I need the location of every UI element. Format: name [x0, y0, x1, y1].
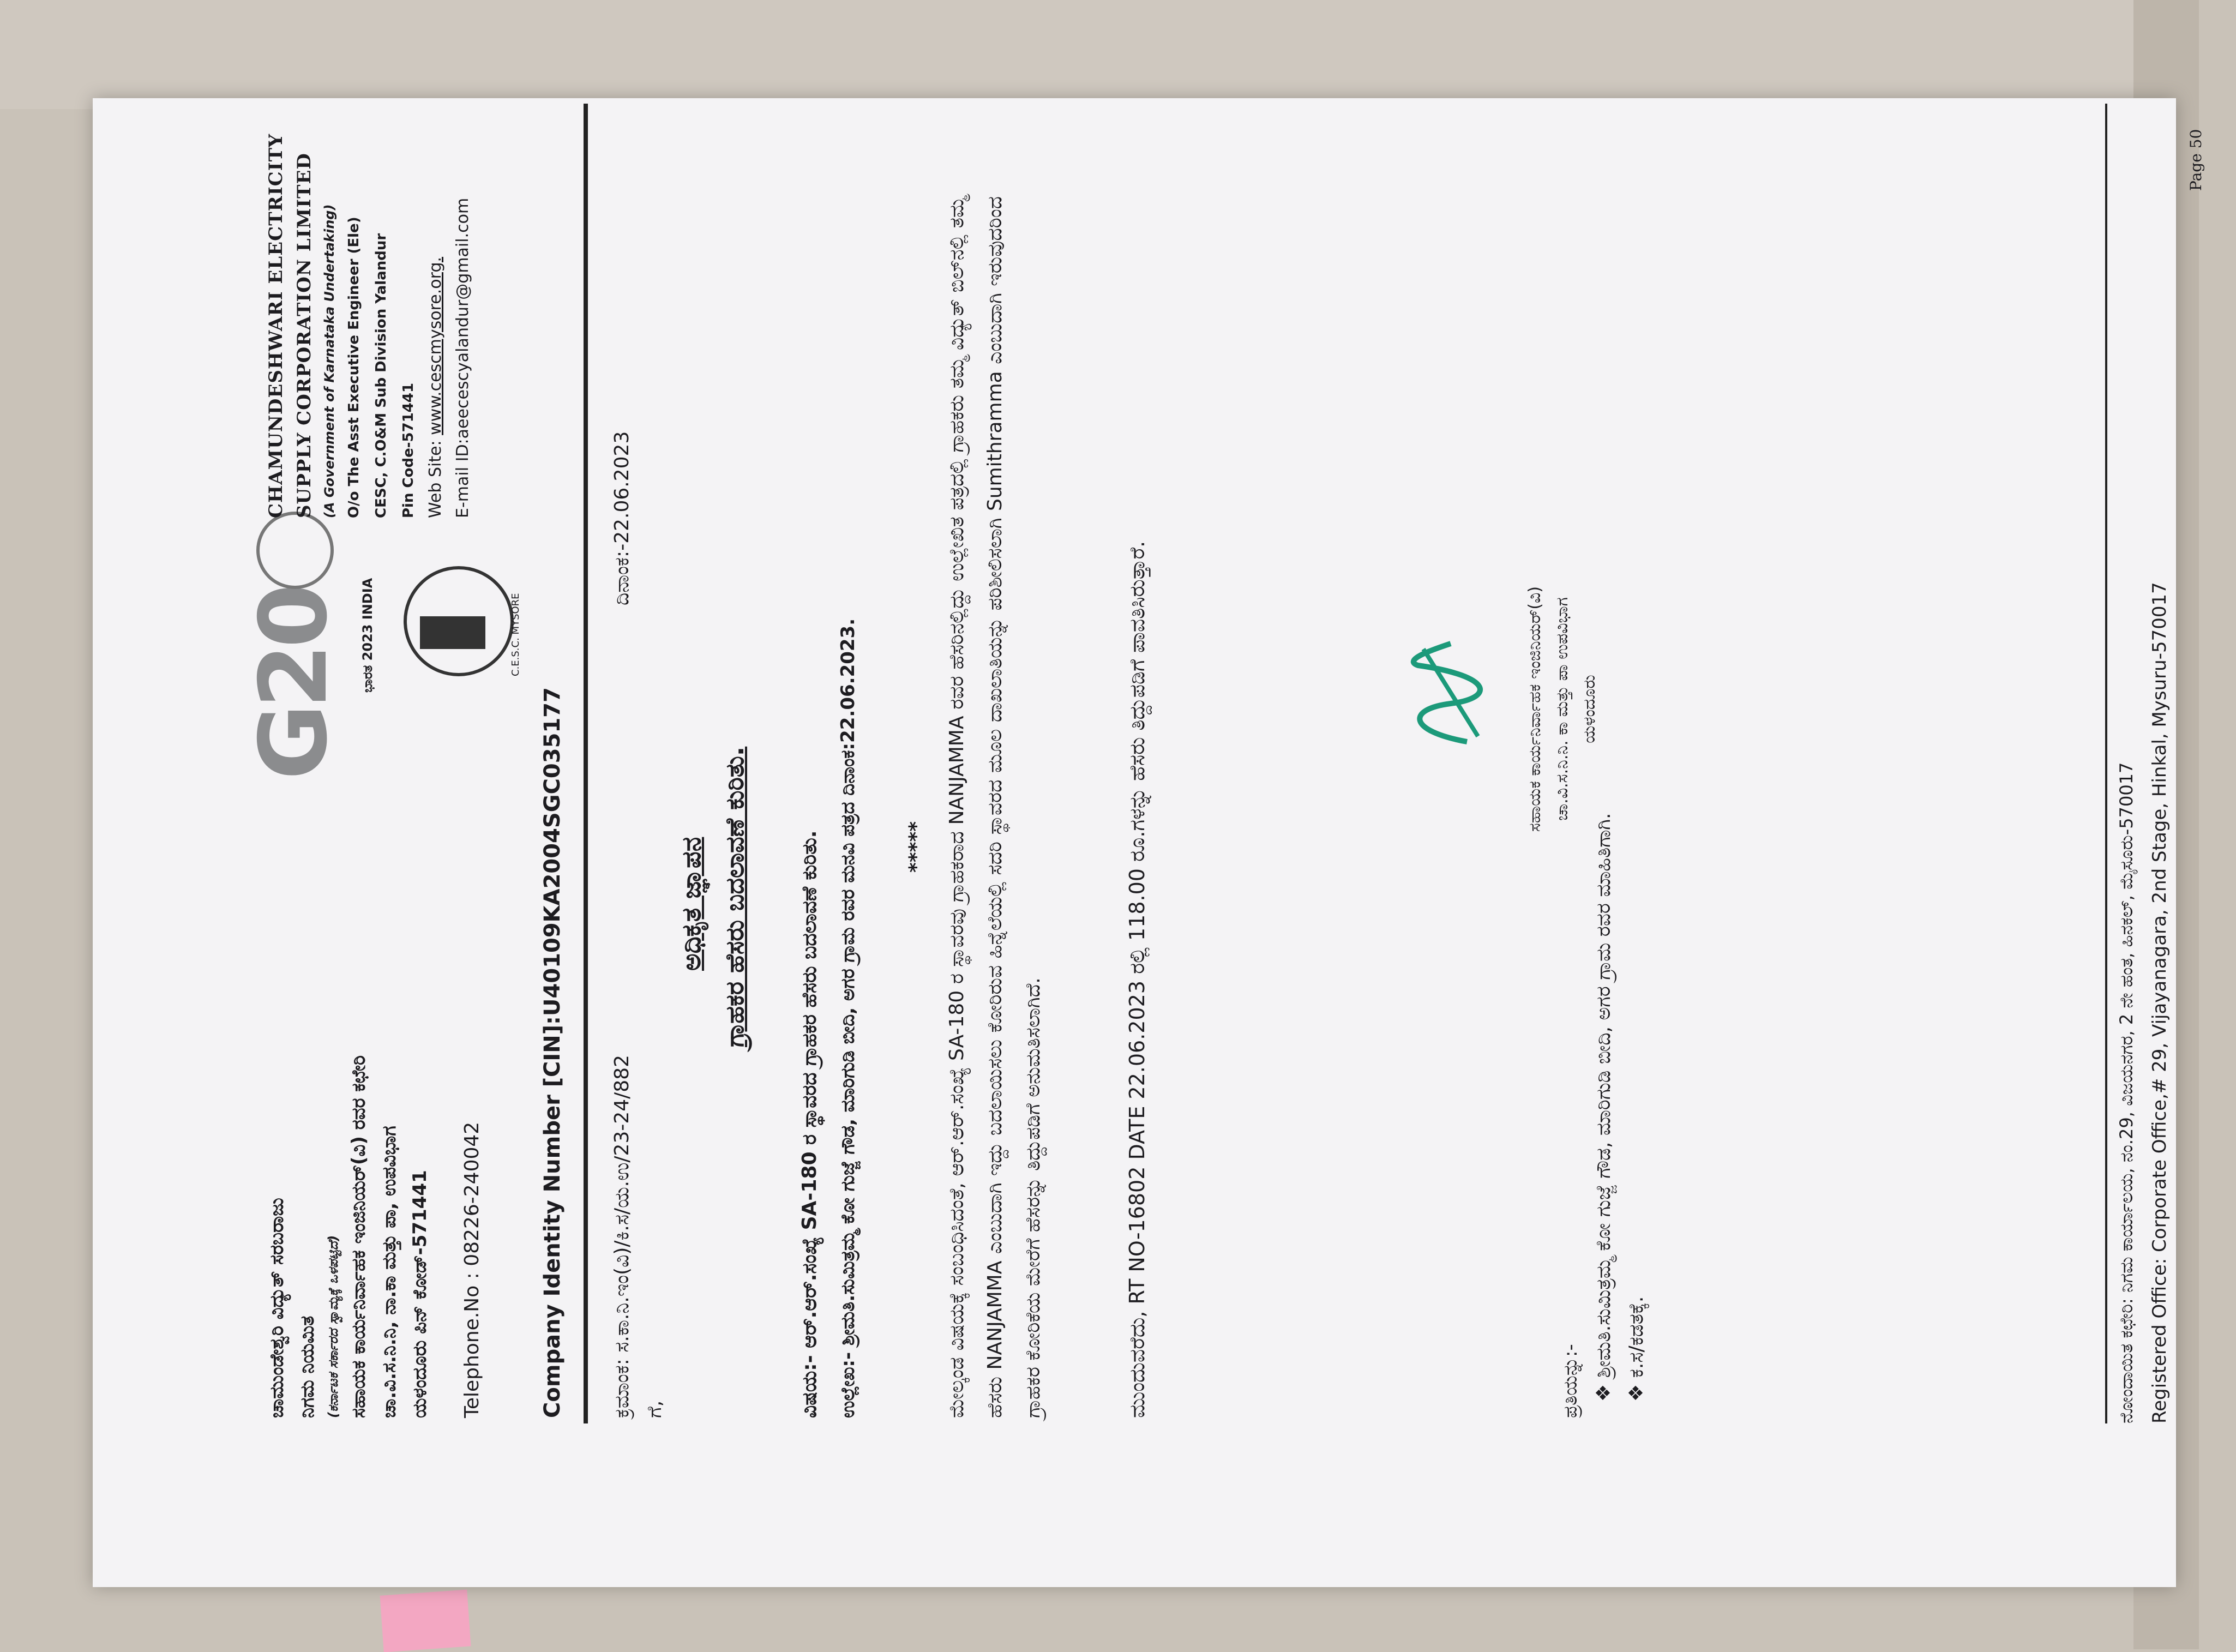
g20-globe-icon: [256, 512, 334, 589]
header-left-block: [262, 791, 488, 1418]
footer-kannada-address: ನೋಂದಾಯಿತ ಕಛೇರಿ: ನಿಗಮ ಕಾರ್ಯಾಲಯ, ನಂ.29, ವಿಜಯನಗರ, 2 ನೇ ಹಂತ, ಹಿನಕಲ್, ಮೈಸೂರು-570017: [2116, 762, 2137, 1423]
footer-divider: [2105, 104, 2107, 1423]
website-link[interactable]: www.cescmysore.org.: [426, 256, 445, 435]
website-label: Web Site:: [426, 440, 445, 518]
signatory-title: ಸಹಾಯಕ ಕಾರ್ಯನಿರ್ವಾಹಕ ಇಂಜಿನಿಯರ್(ವಿ): [1525, 586, 1544, 832]
g20-caption: ಭಾರತ 2023 INDIA: [360, 578, 375, 693]
office-name: O/o The Asst Executive Engineer (Ele): [346, 217, 362, 518]
header-kannada-line1: ಚಾಮುಂಡೇಶ್ವರಿ ವಿದ್ಯುತ್ ಸರಬರಾಜು: [266, 1198, 288, 1418]
header-kannada-line3: (ಕರ್ನಾಟಕ ಸರ್ಕಾರದ ಸ್ವಾಮ್ಯಕ್ಕೆ ಒಳಪಟ್ಟಿದೆ): [326, 1235, 341, 1418]
company-identity-number: Company Identity Number [CIN]:U40109KA2004SGC035177: [540, 687, 565, 1418]
copy-to-item-text: ಕ.ಸ/ಕಡತಕ್ಕೆ.: [1625, 1296, 1648, 1378]
page-number: Page 50: [2187, 129, 2205, 191]
seal-caption: C.E.S.C. MYSORE: [510, 593, 521, 676]
letter-date: ದಿನಾಂಕ:-22.06.2023: [611, 431, 633, 605]
separator-stars: *****: [905, 821, 928, 873]
body-paragraph-payment: ಮುಂದುವರೆದು, RT NO-16802 DATE 22.06.2023 ರಲ್ಲಿ 118.00 ರೂ.ಗಳನ್ನು ಹೆಸರು ತಿದ್ದುಪಡಿಗೆ ಪಾವತಿಸಿರುತ್ತಾರೆ.: [1125, 540, 1149, 1418]
website-line: [422, 125, 449, 518]
paper-sheet: [93, 98, 2205, 1587]
diamond-bullet-icon: ❖: [1625, 1378, 1648, 1402]
company-gov-note: (A Government of Karnataka Undertaking): [322, 204, 337, 518]
signatory-division: ಚಾ.ವಿ.ಸ.ನಿ.ನಿ. ಕಾ ಮತ್ತು ಪಾ ಉಪವಿಭಾಗ: [1553, 597, 1572, 821]
signatory-block: [1522, 382, 1603, 1036]
cesc-seal-emblem: [420, 616, 485, 649]
reference-number: ಕ್ರಮಾಂಕ: ಸ.ಕಾ.ನಿ.ಇಂ(ವಿ)/ಕಿ.ಸ/ಯ.ಉ/23-24/882: [611, 1055, 633, 1418]
copy-to-item: [1592, 813, 1615, 1402]
sticky-note: [380, 1590, 471, 1652]
header-kannada-line2: ನಿಗಮ ನಿಯಮಿತ: [297, 1315, 318, 1418]
pin-code: Pin Code-571441: [400, 382, 417, 518]
copy-to-heading: ಪ್ರತಿಯನ್ನು:-: [1560, 1344, 1582, 1418]
header-kannada-line5: ಚಾ.ವಿ.ಸ.ನಿ.ನಿ, ನಾ.ಕಾ ಮತ್ತು ಪಾ, ಉಪವಿಭಾಗ: [378, 1126, 400, 1418]
signatory-place: ಯಳಂದೂರು: [1580, 675, 1599, 743]
document-content: [196, 98, 2236, 1527]
telephone: Telephone.No : 08226-240042: [461, 1121, 483, 1418]
email-address[interactable]: E-mail ID:aeecescyalandur@gmail.com: [453, 197, 472, 518]
division-name: CESC, C.O&M Sub Division Yalandur: [373, 233, 389, 518]
document-title: ಅಧಿಕೃತ ಜ್ಞಾಪನ: [676, 837, 707, 971]
header-divider: [584, 104, 588, 1423]
copy-to-item: [1625, 1296, 1648, 1402]
company-name-line1: CHAMUNDESHWARI ELECTRICITY: [265, 133, 287, 518]
addressee-to: ಗೆ,: [644, 1400, 666, 1418]
company-name-line2: SUPPLY CORPORATION LIMITED: [293, 153, 315, 518]
g20-logo-text: G20: [240, 587, 348, 780]
reference-line: ಉಲ್ಲೇಖ:- ಶ್ರೀಮತಿ.ಸುಮಿತ್ರಮ್ಮ ಕೋ ಗುಜ್ಜೆ ಗೌಡ, ಮಾರಿಗುಡಿ ಬೀದಿ, ಅಗರ ಗ್ರಾಮ ರವರ ಮನವಿ ಪತ್ರದ ದಿನಾಂಕ:22.06.2023.: [837, 618, 859, 1418]
header-kannada-line6: ಯಳಂದೂರು ಪಿನ್ ಕೋಡ್-571441: [409, 1170, 431, 1418]
background-surface: [0, 0, 2199, 109]
signature-image: [1385, 633, 1505, 753]
body-paragraph: ಮೇಲ್ಕಂಡ ವಿಷಯಕ್ಕೆ ಸಂಬಂಧಿಸಿದಂತೆ, ಆರ್.ಆರ್.ಸಂಖ್ಯೆ SA-180 ರ ಸ್ಥಾವರವು ಗ್ರಾಹಕರಾದ NANJAMMA ರವರ ಹೆಸರಿನಲ್ಲಿದ್ದು ಉಲ್ಲೇಖಿತ ಪತ್ರದಲ್ಲಿ ಗ್ರಾಹಕರು ತಮ್ಮ ವಿದ್ಯುತ್ ಬಿಲ್‌ನಲ್ಲಿ ತಮ್ಮ ಹೆಸರು NANJAMMA ಎಂಬುದಾಗಿ ಇದ್ದು ಬದಲಾಯಿಸಲು ಕೋರಿರುವ ಹಿನ್ನೆಲೆಯಲ್ಲಿ ಸದರಿ ಸ್ಥಾವರದ ಮೂಲ ದಾಖಲಾತಿಯನ್ನು ಪರಿಶೀಲಿಸಲಾಗಿ Sumithramma ಎಂಬುದಾಗಿ ಇರುವುದರಿಂದ ಗ್ರಾಹಕರ ಕೋರಿಕೆಯ ಮೇರೆಗೆ ಹೆಸರನ್ನು ತಿದ್ದುಪಡಿಗೆ ಅನುಮತಿಸಲಾಗಿದೆ.: [946, 196, 1044, 1418]
header-right-block: [262, 125, 477, 518]
document-subtitle: ಗ್ರಾಹಕರ ಹೆಸರು ಬದಲಾವಣೆ ಕುರಿತು.: [720, 746, 749, 1047]
diamond-bullet-icon: ❖: [1592, 1378, 1615, 1402]
header-kannada-line4: ಸಹಾಯಕ ಕಾರ್ಯನಿರ್ವಾಹಕ ಇಂಜಿನಿಯರ್(ವಿ) ರವರ ಕಛೇರಿ: [348, 1055, 370, 1418]
footer-english-address: Registered Office: Corporate Office,# 29, Vijayanagara, 2nd Stage, Hinkal, Mysuru-570017: [2149, 582, 2171, 1423]
copy-to-item-text: ಶ್ರೀಮತಿ.ಸುಮಿತ್ರಮ್ಮ ಕೋ ಗುಜ್ಜೆ ಗೌಡ, ಮಾರಿಗುಡಿ ಬೀದಿ, ಅಗರ ಗ್ರಾಮ ರವರ ಮಾಹಿತಿಗಾಗಿ.: [1592, 813, 1615, 1378]
subject-line: ವಿಷಯ:- ಆರ್.ಆರ್.ಸಂಖ್ಯೆ SA-180 ರ ಸ್ಥಾವರದ ಗ್ರಾಹಕರ ಹೆಸರು ಬದಲಾವಣೆ ಕುರಿತು.: [798, 830, 821, 1418]
